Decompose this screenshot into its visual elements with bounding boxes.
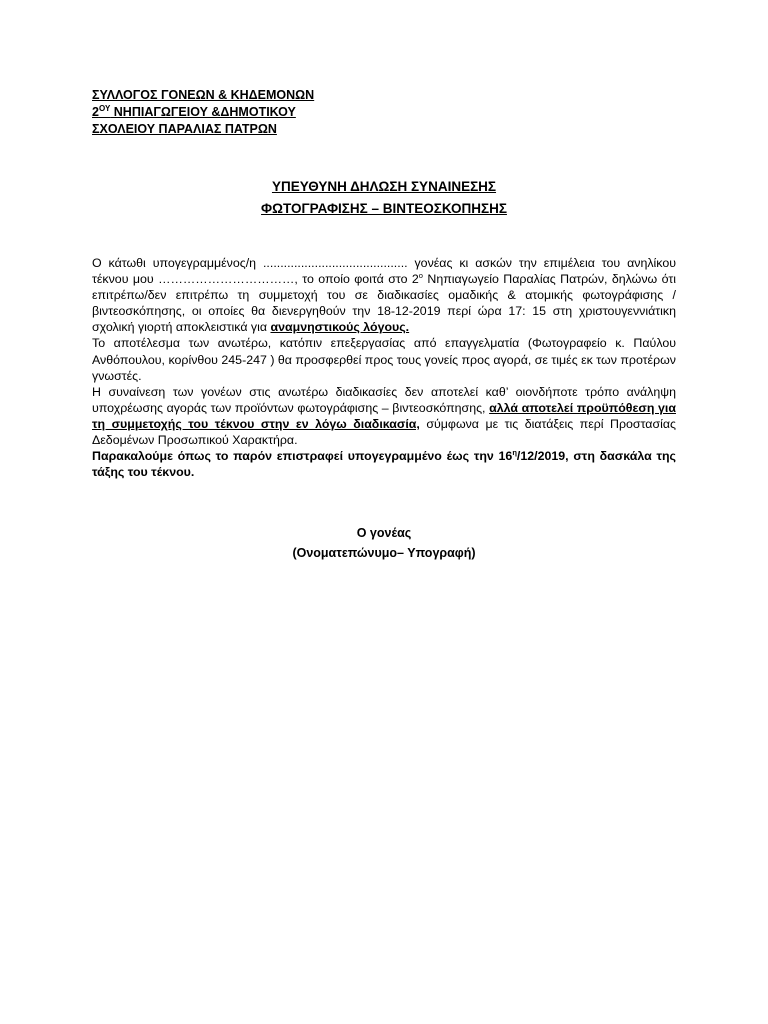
paragraph-terms-start: Η συναίνεση των γονέων στις ανωτέρω διαδικασίες δεν αποτελεί καθ’ οιονδήποτε τρόπο ανάληψη υποχρέωσης αγοράς των προϊόντων φωτογράφισης – βιντεοσκόπησης, xyxy=(92,384,676,415)
signature-parent-label: Ο γονέας xyxy=(356,526,412,540)
header-line-3: ΣΧΟΛΕΙΟΥ ΠΑΡΑΛΙΑΣ ΠΑΤΡΩΝ xyxy=(92,122,277,136)
title-line-1: ΥΠΕΥΘΥΝΗ ΔΗΛΩΣΗ ΣΥΝΑΙΝΕΣΗΣ xyxy=(271,179,497,194)
header-line-2-text: ΝΗΠΙΑΓΩΓΕΙΟΥ &ΔΗΜΟΤΙΚΟΥ xyxy=(110,105,296,119)
paragraph-terms-emphasis: αλλά αποτελεί προϋπόθεση για τη συμμετοχής του τέκνου στην εν λόγω διαδικασία, xyxy=(92,400,676,431)
header-line-2 xyxy=(92,104,412,121)
paragraph-consent xyxy=(92,255,676,335)
paragraph-consent-start: Ο κάτωθι υπογεγραμμένος/η .......................................... γονέας κι ασκών την επιμέλεια του ανηλίκου τέκνου μου ……………………………, το οποίο φοιτά στο 2 xyxy=(92,256,676,287)
paragraph-return-request xyxy=(92,448,676,480)
paragraph-terms-end: σύμφωνα με τις διατάξεις περί Προστασίας Δεδομένων Προσωπικού Χαρακτήρα. xyxy=(92,416,676,448)
paragraph-return-start: Παρακαλούμε όπως το παρόν επιστραφεί υπογεγραμμένο έως την 16 xyxy=(92,449,513,464)
paragraph-consent-middle: Νηπιαγωγείο Παραλίας Πατρών, δηλώνω ότι επιτρέπω/δεν επιτρέπω τη συμμετοχή του σε διαδικασίες ομαδικής & ατομικής φωτογράφισης / βιντεοσκόπησης, οι οποίες θα διενεργηθούν την 18-12-2019 περί ώρα 17: 15 στη χριστουγεννιάτικη σχολική γιορτή αποκλειστικά για xyxy=(92,272,676,335)
header-line-2-number: 2 xyxy=(92,105,99,119)
signature-block xyxy=(92,523,676,563)
association-header xyxy=(92,87,412,138)
header-line-2-superscript: ΟΥ xyxy=(98,103,111,113)
paragraph-consent-superscript: ο xyxy=(418,270,423,280)
paragraph-purchase: Το αποτέλεσμα των ανωτέρω, κατόπιν επεξεργασίας από επαγγελματία (Φωτογραφείο κ. Παύλου Ανθόπουλου, κορίνθου 245-247 ) θα προσφερθεί προς τους γονείς προς αγορά, σε τιμές εκ των προτέρων γνωστές. xyxy=(92,336,676,383)
paragraph-terms xyxy=(92,384,676,448)
paragraph-return-end: /12/2019, στη δασκάλα της τάξης του τέκνου. xyxy=(92,449,676,480)
title-line-2: ΦΩΤΟΓΡΑΦΙΣΗΣ – ΒΙΝΤΕΟΣΚΟΠΗΣΗΣ xyxy=(261,201,507,216)
signature-name-label: (Ονοματεπώνυμο– Υπογραφή) xyxy=(292,546,476,560)
paragraph-consent-emphasis: αναμνηστικούς λόγους. xyxy=(270,320,410,335)
document-title xyxy=(92,176,676,220)
header-line-1: ΣΥΛΛΟΓΟΣ ΓΟΝΕΩΝ & ΚΗΔΕΜΟΝΩΝ xyxy=(92,88,315,102)
paragraph-return-superscript: η xyxy=(512,448,517,457)
declaration-body xyxy=(92,255,676,480)
